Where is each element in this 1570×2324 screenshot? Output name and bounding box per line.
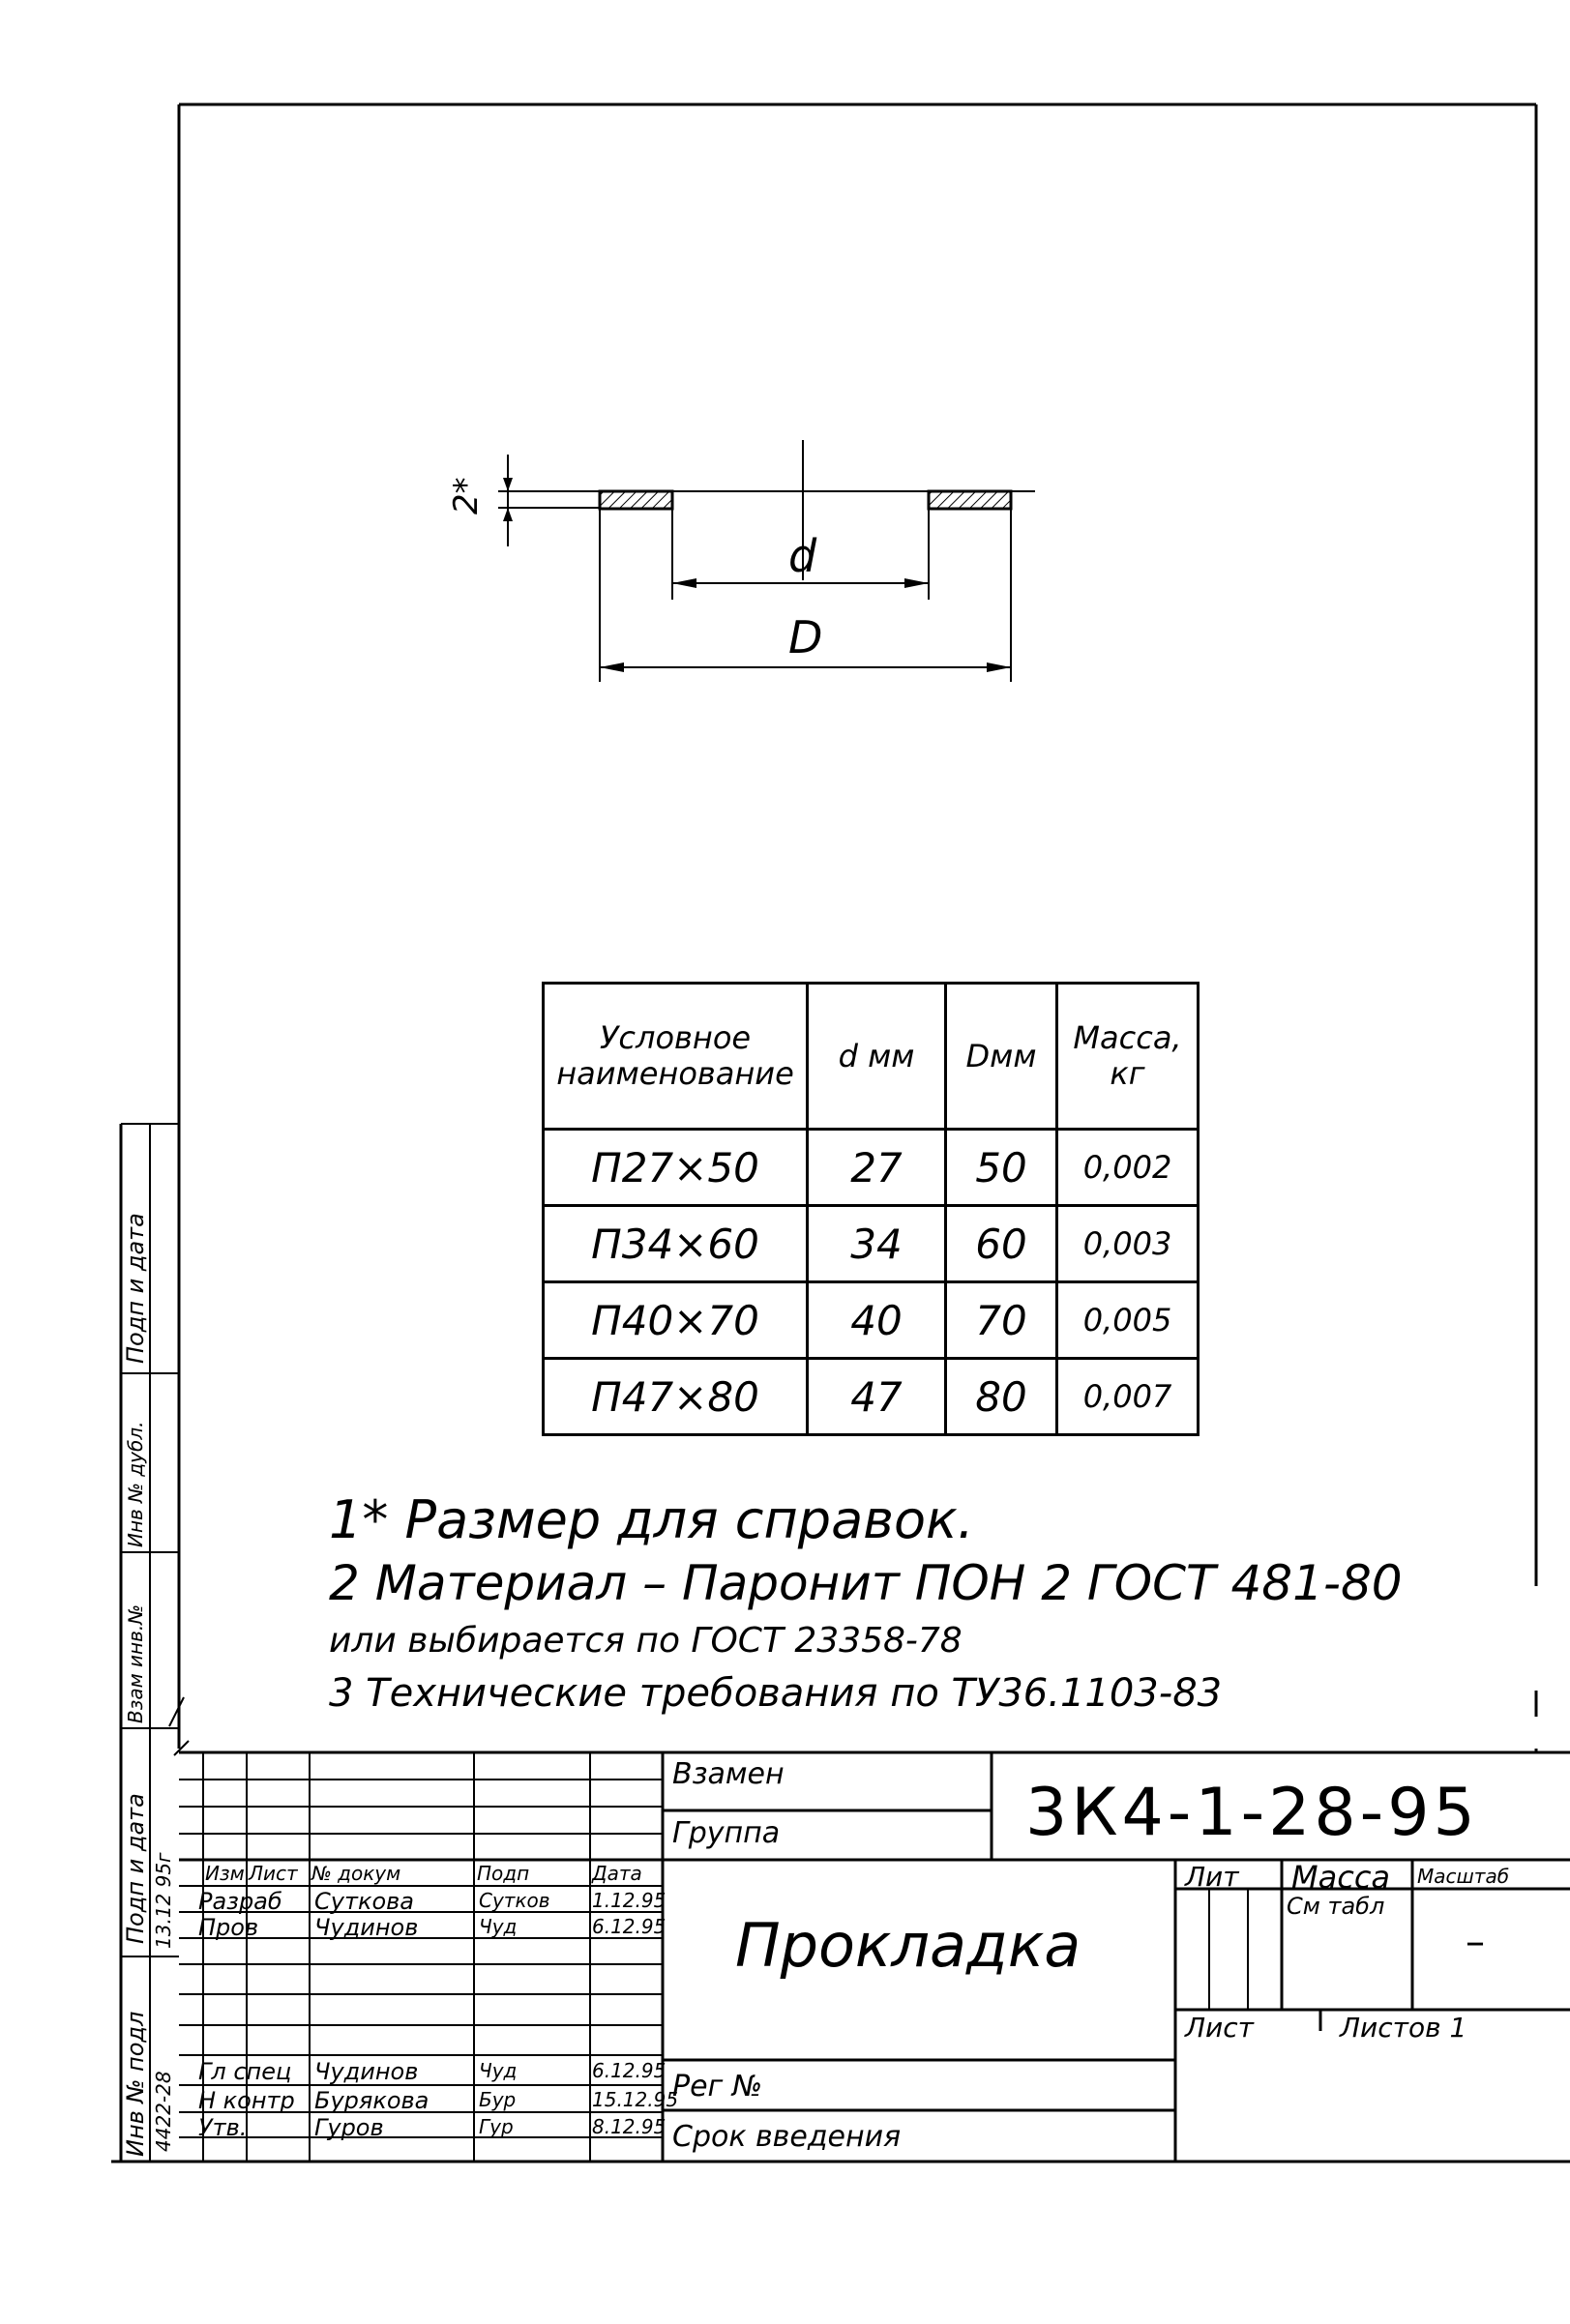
developer-date: 1.12.95: [592, 1889, 667, 1912]
cell-D: 80: [946, 1359, 1057, 1435]
cell-d: 40: [808, 1282, 946, 1359]
cell-D: 70: [946, 1282, 1057, 1359]
mass-value: См табл: [1287, 1893, 1385, 1920]
cell-designation: П34×60: [544, 1206, 808, 1282]
cell-mass: 0,003: [1057, 1206, 1199, 1282]
norm-control-signature: Бур: [479, 2088, 517, 2111]
role-checker: Пров: [198, 1914, 259, 1941]
side-stamp-inv-number: 4422-28: [152, 2071, 175, 2152]
role-approver: Утв.: [198, 2114, 248, 2141]
approver-signature: Гур: [479, 2115, 514, 2138]
col-header-date: Дата: [592, 1862, 642, 1885]
sheet-label: Лист: [1185, 2012, 1254, 2044]
chief-specialist-date: 6.12.95: [592, 2059, 667, 2082]
header-d: d мм: [808, 984, 946, 1130]
inner-diameter-label: d: [788, 530, 817, 582]
cell-D: 50: [946, 1130, 1057, 1206]
chief-specialist-name: Чудинов: [314, 2058, 419, 2085]
outer-diameter-label: D: [788, 611, 823, 663]
approver-name: Гуров: [314, 2114, 384, 2141]
cell-mass: 0,002: [1057, 1130, 1199, 1206]
thickness-dimension-label: 2*: [447, 477, 486, 515]
note-1: 1* Размер для справок.: [329, 1489, 974, 1550]
cell-designation: П40×70: [544, 1282, 808, 1359]
part-name: Прокладка: [735, 1910, 1081, 1981]
cell-designation: П27×50: [544, 1130, 808, 1206]
cell-mass: 0,007: [1057, 1359, 1199, 1435]
header-D: Dмм: [946, 984, 1057, 1130]
checker-signature: Чуд: [479, 1915, 518, 1938]
developer-name: Суткова: [314, 1888, 414, 1915]
checker-date: 6.12.95: [592, 1915, 667, 1938]
side-stamp-inv-duplicate: Инв № дубл.: [124, 1421, 147, 1547]
note-2-continued: или выбирается по ГОСТ 23358-78: [329, 1621, 963, 1661]
side-stamp-inv-original: Инв № подл: [122, 2011, 149, 2157]
role-chief-specialist: Гл спец: [198, 2058, 292, 2085]
role-developer: Разраб: [198, 1888, 282, 1915]
lit-label: Лит: [1185, 1861, 1239, 1893]
cell-d: 27: [808, 1130, 946, 1206]
introduction-date-label: Срок введения: [672, 2120, 902, 2154]
developer-signature: Сутков: [479, 1889, 550, 1912]
chief-specialist-signature: Чуд: [479, 2059, 518, 2082]
col-header-sheet: Лист: [249, 1862, 298, 1885]
scale-label: Масштаб: [1417, 1865, 1510, 1888]
registration-label: Рег №: [672, 2070, 763, 2103]
side-stamp-sign-date-1: Подп и дата: [122, 1793, 149, 1944]
replaces-label: Взамен: [672, 1757, 785, 1791]
side-stamp-date: 13.12 95г: [152, 1852, 175, 1949]
checker-name: Чудинов: [314, 1914, 419, 1941]
col-header-change: Изм: [205, 1862, 245, 1885]
role-norm-control: Н контр: [198, 2087, 295, 2114]
cell-D: 60: [946, 1206, 1057, 1282]
side-stamp-sign-date-2: Подп и дата: [122, 1213, 149, 1364]
side-stamp-replaces-inv: Взам инв.№: [124, 1603, 147, 1723]
note-2: 2 Материал – Паронит ПОН 2 ГОСТ 481-80: [329, 1555, 1403, 1611]
sheets-count-label: Листов 1: [1340, 2012, 1467, 2044]
cell-mass: 0,005: [1057, 1282, 1199, 1359]
header-mass: Масса, кг: [1057, 984, 1199, 1130]
header-designation: Условное наименование: [544, 984, 808, 1130]
group-label: Группа: [672, 1816, 781, 1850]
document-number: 3К4-1-28-95: [1025, 1775, 1479, 1851]
cell-designation: П47×80: [544, 1359, 808, 1435]
cell-d: 34: [808, 1206, 946, 1282]
scale-value: –: [1466, 1920, 1485, 1964]
approver-date: 8.12.95: [592, 2115, 667, 2138]
note-3: 3 Технические требования по ТУ36.1103-83: [329, 1671, 1223, 1716]
col-header-signature: Подп: [477, 1862, 530, 1885]
norm-control-date: 15.12.95: [592, 2088, 679, 2111]
mass-label: Масса: [1291, 1859, 1391, 1896]
col-header-doc-number: № докум: [311, 1862, 401, 1885]
norm-control-name: Бурякова: [314, 2087, 430, 2114]
cell-d: 47: [808, 1359, 946, 1435]
